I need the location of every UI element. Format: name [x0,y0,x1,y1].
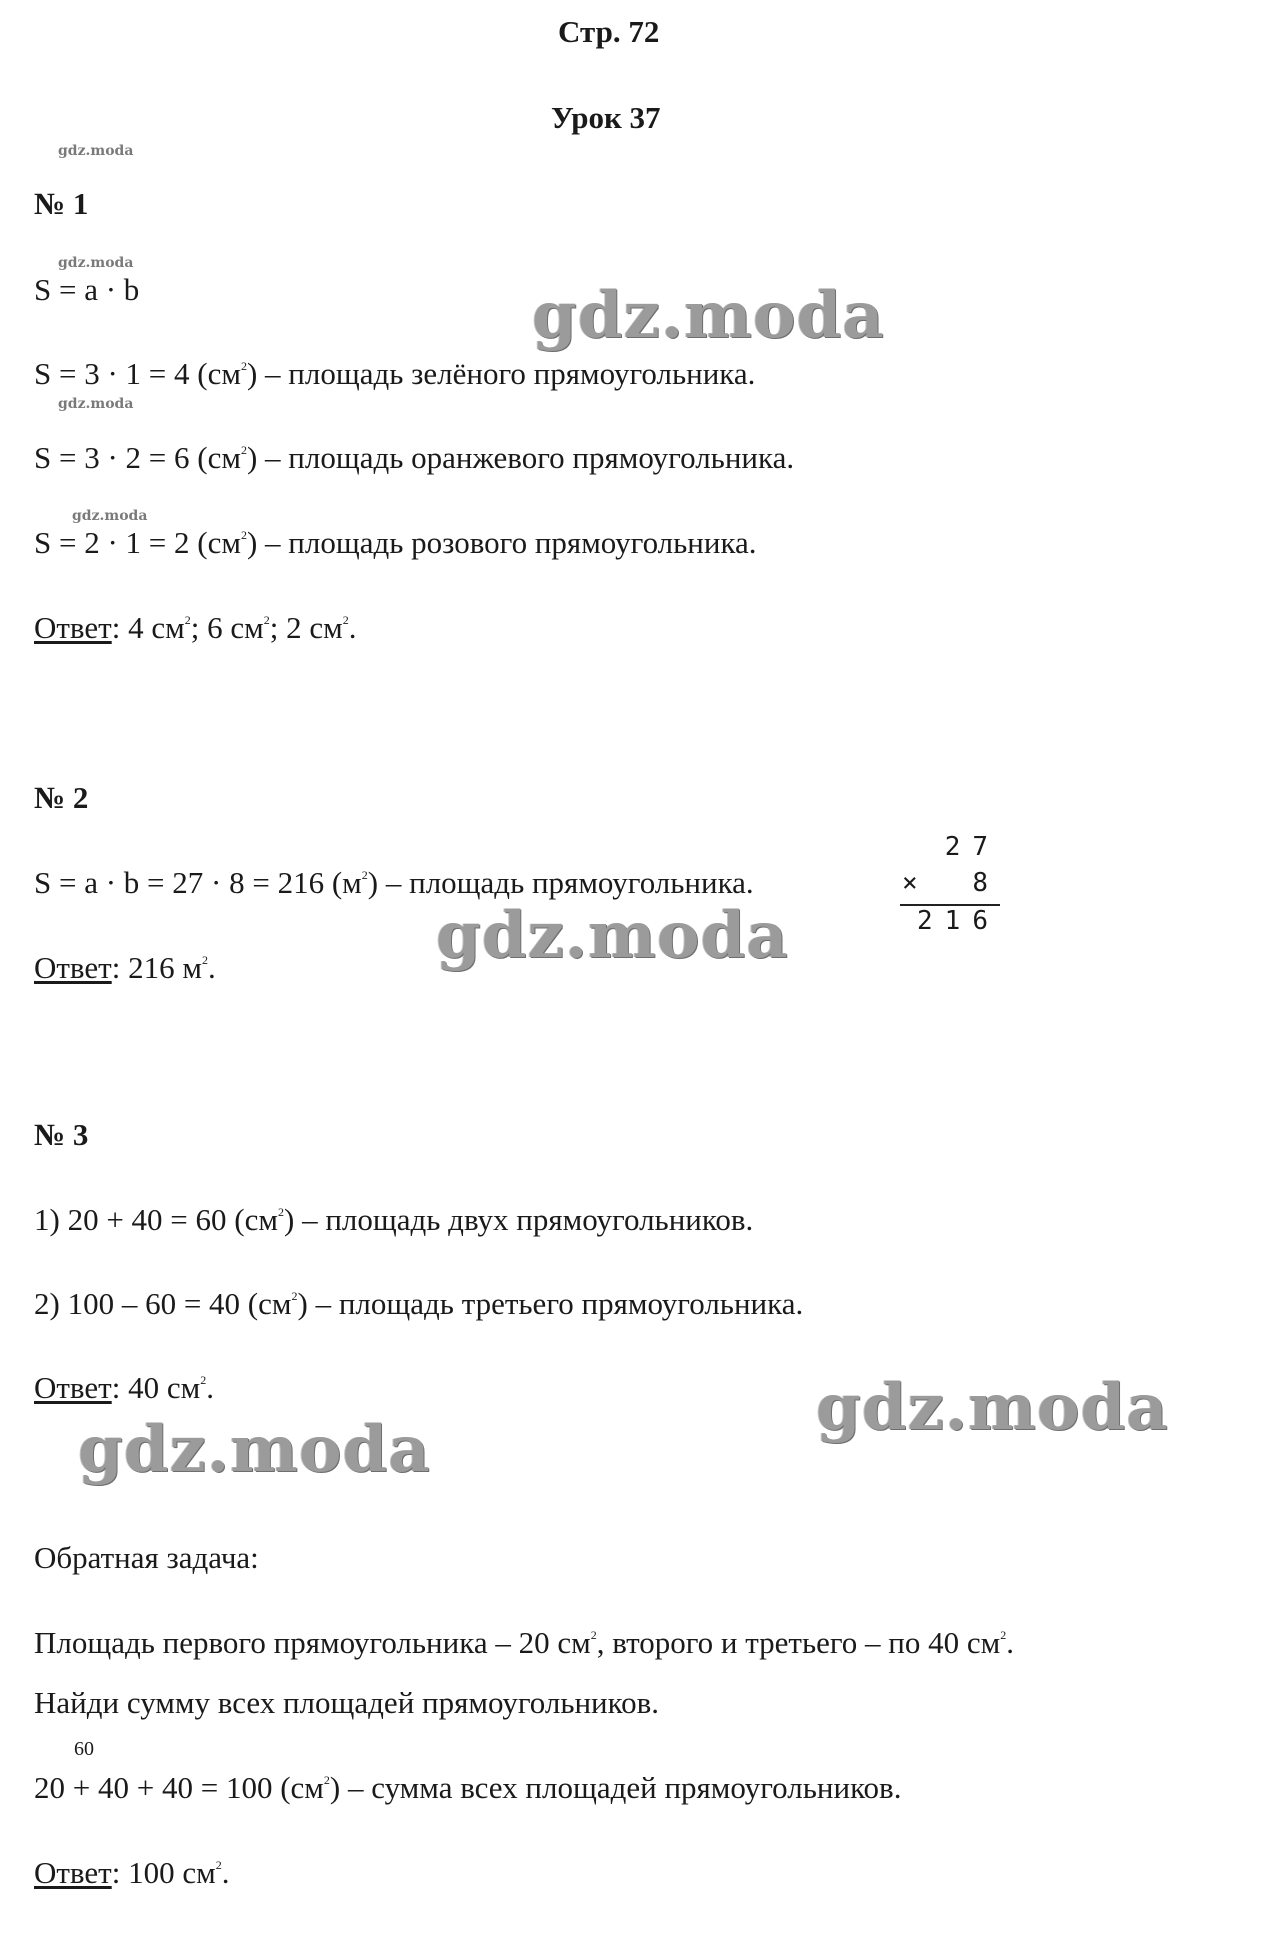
task-number: № 2 [34,780,89,815]
multiply-sign: × [902,868,918,898]
task-number: № 1 [34,186,89,221]
inverse-task-text: Площадь первого прямоугольника – 20 $см^2$, второго и третьего – по 40 $см^2$. [34,1625,1015,1660]
answer-line: Ответ: 40 $см^2$. [34,1370,214,1405]
solution-line: 2) 100 – 60 = 40 $(см^2)$ – площадь третьего прямоугольника. [34,1286,804,1321]
watermark-small: gdz.moda [72,508,148,524]
column-multiplication [900,832,1000,942]
watermark-large: gdz.moda [532,278,885,353]
multiplier: 8 [972,868,1000,898]
watermark-small: gdz.moda [58,143,134,159]
solution-line: S = 3 · 2 = 6 $(см^2)$ – площадь оранжевого прямоугольника. [34,440,795,475]
task-number: № 3 [34,1117,89,1152]
formula-line: S = a · b [34,272,140,307]
inverse-task-question: Найди сумму всех площадей прямоугольников. [34,1685,660,1720]
multiplicand: 27 [944,832,1000,862]
solution-line: S = 3 · 1 = 4 $(см^2)$ – площадь зелёного прямоугольника. [34,356,756,391]
intermediate-note: 60 [74,1738,94,1760]
solution-line: S = 2 · 1 = 2 $(см^2)$ – площадь розового прямоугольника. [34,525,757,560]
answer-line: Ответ: 216 $м^2$. [34,950,216,985]
inverse-task-title: Обратная задача: [34,1540,259,1575]
watermark-large: gdz.moda [78,1412,431,1487]
product: 216 [917,906,1000,936]
solution-line: 20 + 40 + 40 = 100 $(см^2)$ – сумма всех площадей прямоугольников. [34,1770,902,1805]
watermark-small: gdz.moda [58,255,134,271]
page-number: Стр. 72 [558,14,660,49]
answer-line: Ответ: 4 $см^2$; 6 $см^2$; 2 $см^2$. [34,610,357,645]
solution-line: 1) 20 + 40 = 60 $(см^2)$ – площадь двух прямоугольников. [34,1202,754,1237]
lesson-title: Урок 37 [551,100,661,135]
watermark-large: gdz.moda [816,1370,1169,1445]
solution-line: S = a · b = 27 · 8 = 216 $(м^2)$ – площадь прямоугольника. [34,865,754,900]
watermark-large: gdz.moda [436,898,789,973]
watermark-small: gdz.moda [58,396,134,412]
answer-line: Ответ: 100 $см^2$. [34,1855,230,1890]
